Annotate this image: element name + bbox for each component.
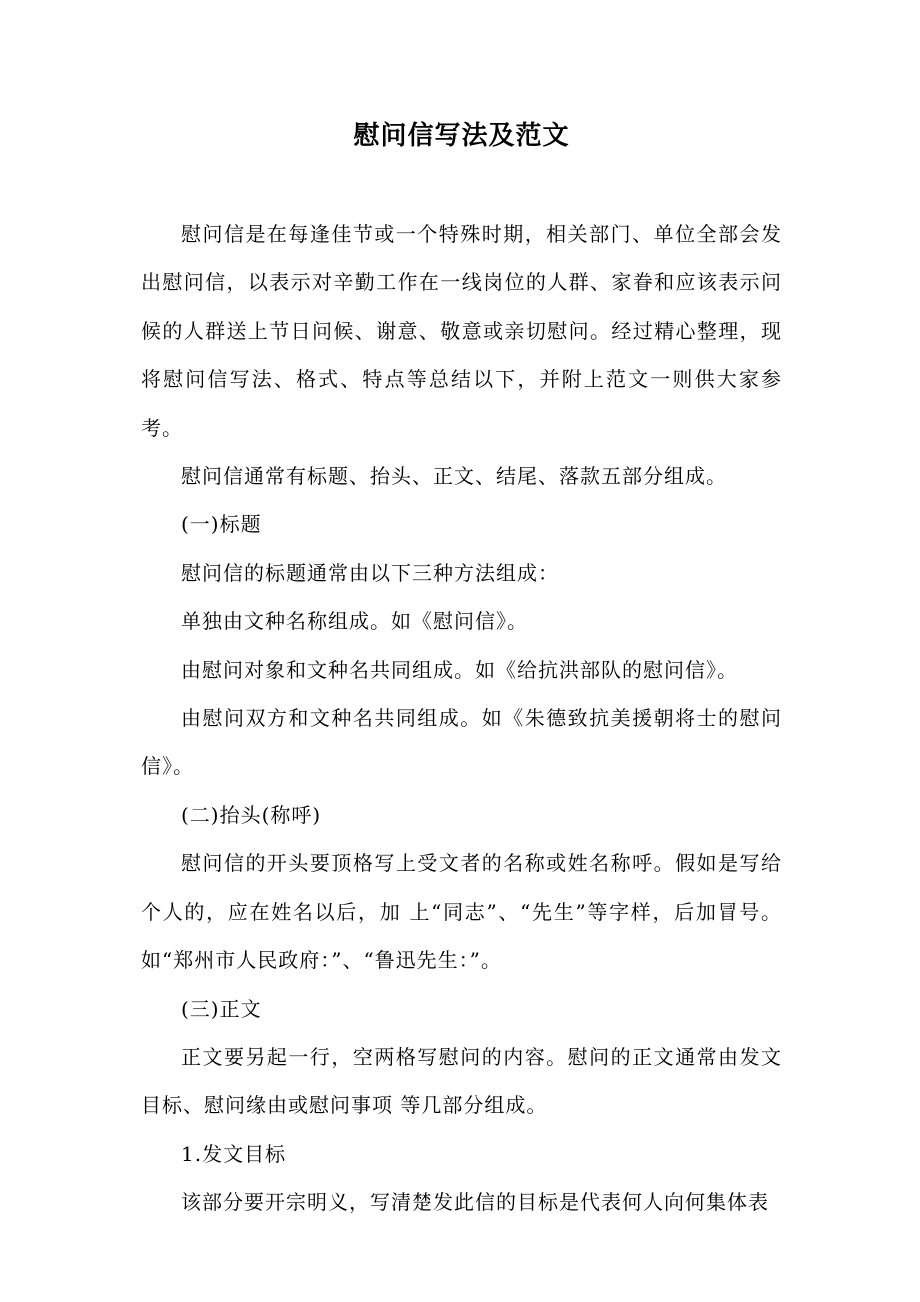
paragraph-structure: 慰问信通常有标题、抬头、正文、结尾、落款五部分组成。 [181, 464, 727, 489]
paragraph-body: 正文要另起一行，空两格写慰问的内容。慰问的正文通常由发文目标、慰问缘由或慰问事项 等几部分组成。 [141, 1044, 782, 1118]
subsection-heading-purpose: 1.发文目标 [181, 1141, 287, 1166]
paragraph-purpose: 该部分要开宗明义，写清楚发此信的目标是代表何人向何集体表 [181, 1190, 769, 1215]
document-body [141, 210, 782, 1227]
section-heading-body: (三)正文 [181, 996, 262, 1021]
section-heading-title: (一)标题 [181, 512, 262, 537]
paragraph-salutation: 慰问信的开头要顶格写上受文者的名称或姓名称呼。假如是写给个人的，应在姓名以后，加 上“同志”、“先生”等字样，后加冒号。如“郑州市人民政府：”、“鲁迅先生：”。 [141, 851, 782, 973]
section-heading-salutation: (二)抬头(称呼) [181, 802, 322, 827]
paragraph-title-methods: 慰问信的标题通常由以下三种方法组成： [181, 560, 559, 585]
paragraph-intro: 慰问信是在每逢佳节或一个特殊时期，相关部门、单位全部会发出慰问信，以表示对辛勤工作在一线岗位的人群、家眷和应该表示问候的人群送上节日问候、谢意、敬意或亲切慰问。经过精心整理，现将慰问信写法、格式、特点等总结以下，并附上范文一则供大家参考。 [141, 222, 782, 440]
paragraph-title-method-3: 由慰问双方和文种名共同组成。如《朱德致抗美援朝将士的慰问信》。 [141, 706, 782, 779]
paragraph-title-method-2: 由慰问对象和文种名共同组成。如《给抗洪部队的慰问信》。 [181, 657, 738, 682]
paragraph-title-method-1: 单独由文种名称组成。如《慰问信》。 [181, 609, 528, 634]
document-title: 慰问信写法及范文 [353, 121, 570, 151]
